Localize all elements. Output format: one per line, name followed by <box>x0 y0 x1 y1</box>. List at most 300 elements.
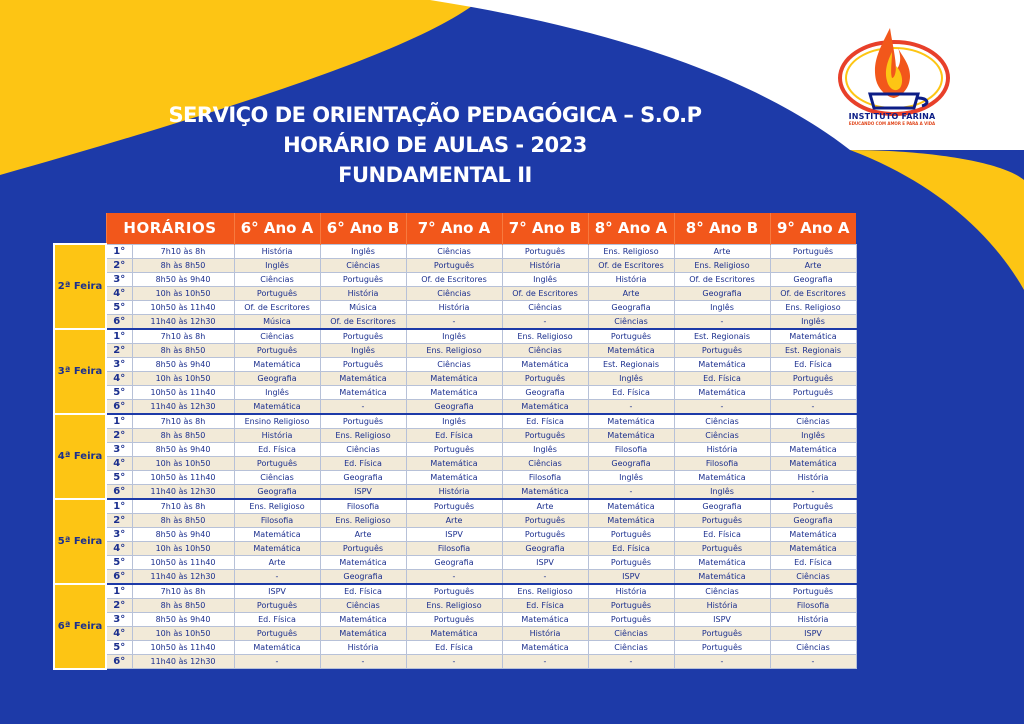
title-block <box>140 100 730 190</box>
subject-cell: História <box>502 626 588 640</box>
period-number: 1° <box>106 584 132 599</box>
title-line-3: FUNDAMENTAL II <box>338 163 532 187</box>
period-number: 6° <box>106 314 132 329</box>
period-time: 8h50 às 9h40 <box>132 272 234 286</box>
table-row <box>54 527 856 541</box>
header-7-ano-b: 7° Ano B <box>502 213 588 244</box>
period-number: 5° <box>106 385 132 399</box>
subject-cell: Português <box>502 244 588 258</box>
subject-cell: Matemática <box>588 343 674 357</box>
subject-cell: Português <box>770 499 856 514</box>
subject-cell: História <box>588 584 674 599</box>
day-label: 5ª Feira <box>54 499 106 584</box>
subject-cell: Ciências <box>674 584 770 599</box>
subject-cell: - <box>320 399 406 414</box>
period-number: 6° <box>106 569 132 584</box>
subject-cell: Of. de Escritores <box>588 258 674 272</box>
header-blank <box>54 213 106 244</box>
table-row <box>54 258 856 272</box>
subject-cell: Matemática <box>674 470 770 484</box>
subject-cell: Matemática <box>320 555 406 569</box>
header-6-ano-a: 6° Ano A <box>234 213 320 244</box>
subject-cell: Arte <box>588 286 674 300</box>
subject-cell: Ens. Religioso <box>320 428 406 442</box>
subject-cell: Ciências <box>770 640 856 654</box>
table-row <box>54 513 856 527</box>
table-row <box>54 640 856 654</box>
subject-cell: Geografia <box>502 385 588 399</box>
subject-cell: Matemática <box>320 371 406 385</box>
subject-cell: Ens. Religioso <box>320 513 406 527</box>
table-row <box>54 399 856 414</box>
header-7-ano-a: 7° Ano A <box>406 213 502 244</box>
subject-cell: Ciências <box>234 272 320 286</box>
subject-cell: Matemática <box>502 357 588 371</box>
table-row <box>54 314 856 329</box>
subject-cell: Est. Regionais <box>674 329 770 344</box>
subject-cell: História <box>406 300 502 314</box>
subject-cell: - <box>234 654 320 669</box>
header-9-ano-a: 9° Ano A <box>770 213 856 244</box>
subject-cell: - <box>502 569 588 584</box>
subject-cell: Matemática <box>234 357 320 371</box>
subject-cell: Matemática <box>502 612 588 626</box>
subject-cell: Português <box>502 527 588 541</box>
subject-cell: Est. Regionais <box>770 343 856 357</box>
subject-cell: Português <box>320 357 406 371</box>
period-number: 4° <box>106 541 132 555</box>
period-time: 7h10 às 8h <box>132 329 234 344</box>
subject-cell: Matemática <box>770 456 856 470</box>
subject-cell: Matemática <box>234 640 320 654</box>
subject-cell: Matemática <box>234 541 320 555</box>
subject-cell: Português <box>502 371 588 385</box>
subject-cell: Português <box>320 414 406 429</box>
header-8-ano-b: 8° Ano B <box>674 213 770 244</box>
subject-cell: Geografia <box>588 300 674 314</box>
table-row <box>54 555 856 569</box>
period-number: 1° <box>106 499 132 514</box>
subject-cell: Inglês <box>674 484 770 499</box>
schedule-body <box>54 244 856 669</box>
subject-cell: Ciências <box>320 442 406 456</box>
subject-cell: Português <box>406 442 502 456</box>
subject-cell: Inglês <box>588 371 674 385</box>
subject-cell: - <box>770 399 856 414</box>
subject-cell: Ciências <box>406 286 502 300</box>
table-row <box>54 584 856 599</box>
period-number: 2° <box>106 513 132 527</box>
subject-cell: Geografia <box>234 484 320 499</box>
subject-cell: Português <box>588 555 674 569</box>
subject-cell: Português <box>674 640 770 654</box>
subject-cell: Ciências <box>674 414 770 429</box>
subject-cell: Ciências <box>406 244 502 258</box>
subject-cell: - <box>234 569 320 584</box>
subject-cell: Of. de Escritores <box>674 272 770 286</box>
period-number: 3° <box>106 612 132 626</box>
period-number: 1° <box>106 244 132 258</box>
subject-cell: - <box>406 569 502 584</box>
subject-cell: Ed. Física <box>502 414 588 429</box>
title-line-1: SERVIÇO DE ORIENTAÇÃO PEDAGÓGICA – S.O.P <box>168 103 702 127</box>
subject-cell: Matemática <box>234 527 320 541</box>
subject-cell: ISPV <box>502 555 588 569</box>
period-time: 7h10 às 8h <box>132 584 234 599</box>
period-number: 3° <box>106 527 132 541</box>
subject-cell: Português <box>234 626 320 640</box>
table-row <box>54 428 856 442</box>
period-number: 3° <box>106 442 132 456</box>
table-row <box>54 541 856 555</box>
subject-cell: Ciências <box>320 258 406 272</box>
subject-cell: Filosofia <box>770 598 856 612</box>
period-time: 8h50 às 9h40 <box>132 527 234 541</box>
period-time: 10h às 10h50 <box>132 541 234 555</box>
table-row <box>54 598 856 612</box>
period-time: 11h40 às 12h30 <box>132 484 234 499</box>
subject-cell: - <box>674 314 770 329</box>
subject-cell: Ciências <box>234 329 320 344</box>
subject-cell: Inglês <box>234 385 320 399</box>
subject-cell: Inglês <box>406 329 502 344</box>
period-number: 1° <box>106 414 132 429</box>
subject-cell: Ens. Religioso <box>770 300 856 314</box>
subject-cell: Música <box>320 300 406 314</box>
subject-cell: Filosofia <box>588 442 674 456</box>
subject-cell: Português <box>406 612 502 626</box>
table-row <box>54 612 856 626</box>
subject-cell: Português <box>234 343 320 357</box>
subject-cell: Português <box>674 626 770 640</box>
period-number: 6° <box>106 484 132 499</box>
period-time: 10h50 às 11h40 <box>132 555 234 569</box>
subject-cell: Português <box>588 527 674 541</box>
subject-cell: Matemática <box>588 499 674 514</box>
subject-cell: Português <box>588 612 674 626</box>
table-row <box>54 300 856 314</box>
subject-cell: - <box>502 314 588 329</box>
subject-cell: Ens. Religioso <box>406 343 502 357</box>
table-row <box>54 385 856 399</box>
subject-cell: Português <box>320 329 406 344</box>
subject-cell: Ciências <box>674 428 770 442</box>
day-label: 6ª Feira <box>54 584 106 669</box>
logo-name: INSTITUTO FARINA <box>848 112 936 121</box>
subject-cell: Português <box>406 258 502 272</box>
day-label: 3ª Feira <box>54 329 106 414</box>
table-row <box>54 357 856 371</box>
subject-cell: Matemática <box>234 399 320 414</box>
subject-cell: Arte <box>320 527 406 541</box>
subject-cell: Inglês <box>320 343 406 357</box>
table-header-row <box>54 213 856 244</box>
table-row <box>54 654 856 669</box>
subject-cell: Ed. Física <box>770 357 856 371</box>
subject-cell: Ed. Física <box>234 612 320 626</box>
subject-cell: Ciências <box>502 300 588 314</box>
subject-cell: Ens. Religioso <box>234 499 320 514</box>
period-number: 6° <box>106 654 132 669</box>
subject-cell: Geografia <box>770 272 856 286</box>
subject-cell: Matemática <box>320 612 406 626</box>
subject-cell: Ed. Física <box>588 541 674 555</box>
period-time: 8h às 8h50 <box>132 513 234 527</box>
subject-cell: Ciências <box>320 598 406 612</box>
subject-cell: Geografia <box>770 513 856 527</box>
subject-cell: - <box>588 484 674 499</box>
subject-cell: Ens. Religioso <box>674 258 770 272</box>
subject-cell: Arte <box>234 555 320 569</box>
period-time: 7h10 às 8h <box>132 499 234 514</box>
subject-cell: Geografia <box>674 499 770 514</box>
subject-cell: Arte <box>406 513 502 527</box>
period-time: 8h às 8h50 <box>132 343 234 357</box>
subject-cell: Inglês <box>320 244 406 258</box>
header-8-ano-a: 8° Ano A <box>588 213 674 244</box>
period-number: 2° <box>106 343 132 357</box>
subject-cell: Português <box>770 371 856 385</box>
subject-cell: Inglês <box>406 414 502 429</box>
subject-cell: Inglês <box>674 300 770 314</box>
subject-cell: Português <box>588 329 674 344</box>
subject-cell: História <box>674 442 770 456</box>
subject-cell: Português <box>674 513 770 527</box>
subject-cell: - <box>588 399 674 414</box>
subject-cell: História <box>674 598 770 612</box>
subject-cell: Português <box>588 598 674 612</box>
table-row <box>54 484 856 499</box>
table-row <box>54 569 856 584</box>
subject-cell: Português <box>770 244 856 258</box>
period-number: 5° <box>106 470 132 484</box>
subject-cell: Of. de Escritores <box>770 286 856 300</box>
subject-cell: História <box>320 286 406 300</box>
period-time: 10h às 10h50 <box>132 456 234 470</box>
subject-cell: Matemática <box>588 428 674 442</box>
subject-cell: ISPV <box>588 569 674 584</box>
subject-cell: Arte <box>502 499 588 514</box>
subject-cell: Português <box>234 286 320 300</box>
subject-cell: ISPV <box>320 484 406 499</box>
table-row <box>54 286 856 300</box>
period-time: 11h40 às 12h30 <box>132 314 234 329</box>
period-time: 7h10 às 8h <box>132 414 234 429</box>
subject-cell: Matemática <box>674 385 770 399</box>
subject-cell: Ciências <box>588 314 674 329</box>
period-number: 5° <box>106 555 132 569</box>
subject-cell: ISPV <box>234 584 320 599</box>
period-number: 3° <box>106 357 132 371</box>
period-number: 1° <box>106 329 132 344</box>
subject-cell: Ciências <box>770 414 856 429</box>
table-row <box>54 329 856 344</box>
subject-cell: Português <box>502 428 588 442</box>
subject-cell: Ens. Religioso <box>406 598 502 612</box>
subject-cell: Inglês <box>502 272 588 286</box>
subject-cell: Ciências <box>234 470 320 484</box>
period-number: 2° <box>106 428 132 442</box>
subject-cell: Matemática <box>588 414 674 429</box>
period-time: 11h40 às 12h30 <box>132 654 234 669</box>
subject-cell: História <box>234 244 320 258</box>
period-number: 4° <box>106 371 132 385</box>
period-number: 4° <box>106 286 132 300</box>
subject-cell: Português <box>674 343 770 357</box>
subject-cell: Inglês <box>770 428 856 442</box>
subject-cell: Of. de Escritores <box>502 286 588 300</box>
period-number: 2° <box>106 598 132 612</box>
subject-cell: Matemática <box>770 541 856 555</box>
subject-cell: Arte <box>674 244 770 258</box>
subject-cell: História <box>234 428 320 442</box>
subject-cell: Português <box>320 541 406 555</box>
subject-cell: - <box>406 314 502 329</box>
subject-cell: Ciências <box>502 343 588 357</box>
period-time: 10h às 10h50 <box>132 371 234 385</box>
subject-cell: Português <box>770 584 856 599</box>
subject-cell: Inglês <box>234 258 320 272</box>
subject-cell: Geografia <box>234 371 320 385</box>
period-number: 2° <box>106 258 132 272</box>
subject-cell: Ed. Física <box>406 428 502 442</box>
subject-cell: Inglês <box>502 442 588 456</box>
subject-cell: Matemática <box>406 371 502 385</box>
table-row <box>54 470 856 484</box>
subject-cell: Inglês <box>588 470 674 484</box>
period-number: 3° <box>106 272 132 286</box>
period-time: 8h50 às 9h40 <box>132 357 234 371</box>
subject-cell: Português <box>234 598 320 612</box>
subject-cell: Geografia <box>320 470 406 484</box>
subject-cell: Ed. Física <box>588 385 674 399</box>
period-time: 8h às 8h50 <box>132 428 234 442</box>
subject-cell: ISPV <box>770 626 856 640</box>
schedule-table <box>53 213 857 670</box>
subject-cell: Música <box>234 314 320 329</box>
subject-cell: Português <box>234 456 320 470</box>
subject-cell: Filosofia <box>320 499 406 514</box>
subject-cell: Ens. Religioso <box>502 584 588 599</box>
subject-cell: Matemática <box>320 626 406 640</box>
subject-cell: Ed. Física <box>770 555 856 569</box>
subject-cell: Of. de Escritores <box>406 272 502 286</box>
subject-cell: Geografia <box>406 399 502 414</box>
title-line-2: HORÁRIO DE AULAS - 2023 <box>283 133 587 157</box>
subject-cell: - <box>406 654 502 669</box>
period-time: 11h40 às 12h30 <box>132 569 234 584</box>
period-time: 10h às 10h50 <box>132 626 234 640</box>
subject-cell: Matemática <box>406 385 502 399</box>
subject-cell: Ciências <box>588 626 674 640</box>
subject-cell: Matemática <box>406 456 502 470</box>
table-row <box>54 456 856 470</box>
subject-cell: Matemática <box>770 442 856 456</box>
period-time: 10h50 às 11h40 <box>132 300 234 314</box>
subject-cell: Ens. Religioso <box>588 244 674 258</box>
header-6-ano-b: 6° Ano B <box>320 213 406 244</box>
subject-cell: Matemática <box>770 527 856 541</box>
subject-cell: Arte <box>770 258 856 272</box>
subject-cell: Ed. Física <box>674 371 770 385</box>
subject-cell: Of. de Escritores <box>234 300 320 314</box>
subject-cell: Filosofia <box>674 456 770 470</box>
subject-cell: Português <box>502 513 588 527</box>
subject-cell: Ensino Religioso <box>234 414 320 429</box>
period-time: 10h50 às 11h40 <box>132 470 234 484</box>
period-time: 10h às 10h50 <box>132 286 234 300</box>
period-number: 5° <box>106 640 132 654</box>
period-time: 10h50 às 11h40 <box>132 640 234 654</box>
subject-cell: Matemática <box>674 555 770 569</box>
subject-cell: Matemática <box>502 484 588 499</box>
subject-cell: Ed. Física <box>320 456 406 470</box>
period-number: 5° <box>106 300 132 314</box>
period-time: 8h50 às 9h40 <box>132 442 234 456</box>
period-number: 4° <box>106 456 132 470</box>
subject-cell: Português <box>770 385 856 399</box>
period-number: 6° <box>106 399 132 414</box>
table-row <box>54 272 856 286</box>
subject-cell: Filosofia <box>406 541 502 555</box>
subject-cell: - <box>674 399 770 414</box>
subject-cell: Matemática <box>674 569 770 584</box>
subject-cell: Ed. Física <box>234 442 320 456</box>
subject-cell: História <box>770 612 856 626</box>
subject-cell: Português <box>406 584 502 599</box>
period-time: 7h10 às 8h <box>132 244 234 258</box>
subject-cell: Geografia <box>588 456 674 470</box>
subject-cell: - <box>320 654 406 669</box>
subject-cell: Matemática <box>770 329 856 344</box>
subject-cell: ISPV <box>406 527 502 541</box>
subject-cell: Geografia <box>406 555 502 569</box>
subject-cell: Geografia <box>502 541 588 555</box>
header-horarios: HORÁRIOS <box>106 213 234 244</box>
day-label: 2ª Feira <box>54 244 106 329</box>
subject-cell: - <box>770 484 856 499</box>
subject-cell: Of. de Escritores <box>320 314 406 329</box>
subject-cell: Ed. Física <box>502 598 588 612</box>
subject-cell: Geografia <box>320 569 406 584</box>
subject-cell: Português <box>406 499 502 514</box>
period-number: 4° <box>106 626 132 640</box>
subject-cell: Matemática <box>502 640 588 654</box>
period-time: 8h às 8h50 <box>132 598 234 612</box>
subject-cell: Geografia <box>674 286 770 300</box>
subject-cell: Filosofia <box>502 470 588 484</box>
subject-cell: Ciências <box>588 640 674 654</box>
period-time: 10h50 às 11h40 <box>132 385 234 399</box>
table-row <box>54 343 856 357</box>
subject-cell: História <box>320 640 406 654</box>
subject-cell: Filosofia <box>234 513 320 527</box>
subject-cell: Matemática <box>674 357 770 371</box>
table-row <box>54 371 856 385</box>
subject-cell: - <box>674 654 770 669</box>
subject-cell: Matemática <box>406 626 502 640</box>
table-row <box>54 626 856 640</box>
subject-cell: Ed. Física <box>320 584 406 599</box>
subject-cell: História <box>770 470 856 484</box>
logo-tagline: EDUCANDO COM AMOR E PARA A VIDA <box>848 121 936 126</box>
subject-cell: Ed. Física <box>674 527 770 541</box>
day-label: 4ª Feira <box>54 414 106 499</box>
subject-cell: Ciências <box>406 357 502 371</box>
subject-cell: História <box>588 272 674 286</box>
subject-cell: Matemática <box>588 513 674 527</box>
subject-cell: Ciências <box>770 569 856 584</box>
